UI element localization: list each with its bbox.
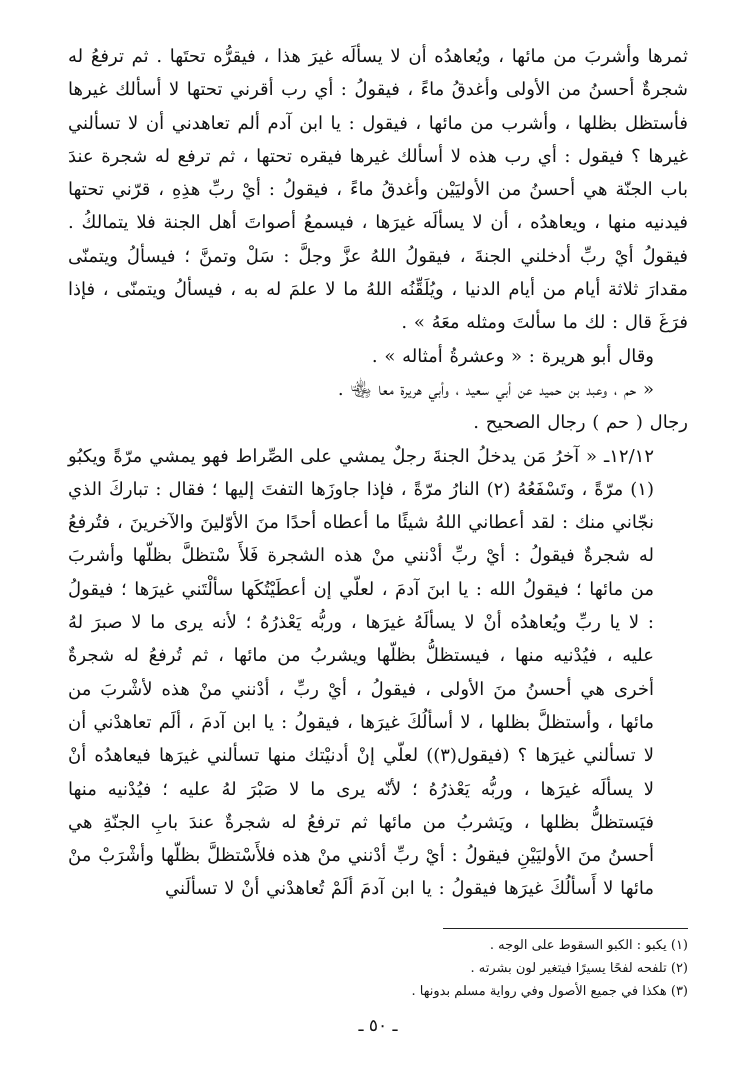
paragraph-abu-hurayra: وقال أبو هريرة : « وعشرةُ أمثاله » .	[371, 345, 654, 367]
footnote-1: (١) يكبو : الكبو السقوط على الوجه .	[489, 938, 688, 953]
footnotes-section	[68, 928, 688, 1003]
paragraph-source-citation: « حم ، وعبد بن حميد عن أبي سعيد ، وأبي هريرة معا ﵄ .	[337, 378, 654, 400]
paragraph-narrators-grading: رجال ( حم ) رجال الصحيح .	[473, 412, 688, 434]
page-number: ـ ٥٠ ـ	[358, 1016, 398, 1036]
footnote-2: (٢) تلفحه لفحًا يسيرًا فيتغير لون بشرته .	[470, 961, 688, 976]
footnote-divider	[443, 928, 688, 929]
footnote-list	[68, 934, 688, 1003]
paragraph-hadith-12: ١٢/١٢ـ « آخرُ مَن يدخلُ الجنةَ رجلٌ يمشي على الصِّراط فهو يمشي مرّةً ويكبُو (١) مرّةً ، وتَسْفَعُهُ (٢) النارُ مرّةً ، فإذا جاوزَها التفتَ إليها ؛ فقال : تباركَ الذي نجّاني منك : لقد أعطاني اللهُ شيئًا ما أعطاه أحدًا منَ الأوّلينَ والآخرينَ ، فتُرفعُ له شجرةٌ فيقولُ : أيْ ربِّ أدْنني منْ هذه الشجرة فَلأَ سْتظلَّ بظلّها وأشربَ من مائها ؛ فيقولُ الله : يا ابنَ آدمَ ، لعلّي إن أعطَيْتُكَها سألْتَني غيرَها ؛ فيقولُ : لا يا ربِّ ويُعاهدُه أنْ لا يسألَهُ غيرَها ، وربُّه يَعْذرُهُ ؛ لأنه يرى ما لا صبرَ لهُ عليه ، فيُدْنيه منها ، فيستظلُّ بظلّها ويشربُ من مائها ، ثم تُرفعُ له شجرةٌ أخرى هي أحسنُ منَ الأولى ، فيقولُ ، أيْ ربِّ ، أدْنني منْ هذه لأشْربَ من مائها ، وأستظلَّ بظلها ، لا أسألُكَ غيرَها ، فيقولُ : يا ابن آدمَ ، ألَم تعاهدْني أن لا تسألني غيرَها ؟ (فيقول(٣)) لعلّي إنْ أدنيْتك منها تسألني غيرَها فيعاهدُه أنْ لا يسألَه غيرَها ، وربُّه يَعْذرُهُ ؛ لأنّه يرى ما لا صَبْرَ لهُ عليه ؛ فيُدْنيه منها فيَستظلُّ بظلها ، ويَشربُ من مائها ثم ترفعُ له شجرةٌ عندَ بابِ الجنّةِ هي أحسنُ منَ الأوليَيْنِ فيقولُ : أيْ ربِّ أدْنني منْ هذه فلأَسْتظلَّ بظلّها وأشْرَبْ منْ مائها لا أَسألُكَ غيرَها فيقولُ : يا ابن آدمَ ألَمْ تُعاهدْني أنْ لا تسألَني	[68, 445, 654, 900]
footnote-3: (٣) هكذا في جميع الأصول وفي رواية مسلم بدونها .	[411, 984, 688, 999]
page-body	[68, 40, 688, 906]
paragraph-hadith-continuation: ثمرها وأشربَ من مائها ، ويُعاهدُه أن لا يسألَه غيرَ هذا ، فيقرُّه تحتَها . ثم ترفعُ له شجرةٌ أحسنُ من الأولى وأغدقُ ماءً ، فيقولُ : أي رب أقرني تحتها لا أسألك غيرها فأستظل بظلها ، وأشرب من مائها ، فيقول : يا ابن آدم ألم تعاهدني أن لا تسألني غيرها ؟ فيقول : أي رب هذه لا أسألك غيرها فيقره تحتها ، ثم ترفع له شجرة عندَ باب الجنّة هي أحسنُ من الأوليَيْن وأغدقُ ماءً ، فيقولُ : أيْ ربِّ هذِهِ ، قرّني تحتها فيدنيه منها ، ويعاهدُه ، أن لا يسألَه غيرَها ، فيسمعُ أصواتَ أهل الجنة فلا يتمالكُ . فيقولُ أيْ ربِّ أدخلني الجنةَ ، فيقولُ اللهُ عزَّ وجلَّ : سَلْ وتمنَّ ؛ فيسألُ ويتمنّى مقدارَ ثلاثة أيام من أيام الدنيا ، ويُلَقِّنُه اللهُ ما لا علمَ له به ، فيسألُ ويتمنّى ، فإذا فرَغَ قال : لك ما سألتَ ومثله معَهُ » .	[68, 46, 688, 334]
